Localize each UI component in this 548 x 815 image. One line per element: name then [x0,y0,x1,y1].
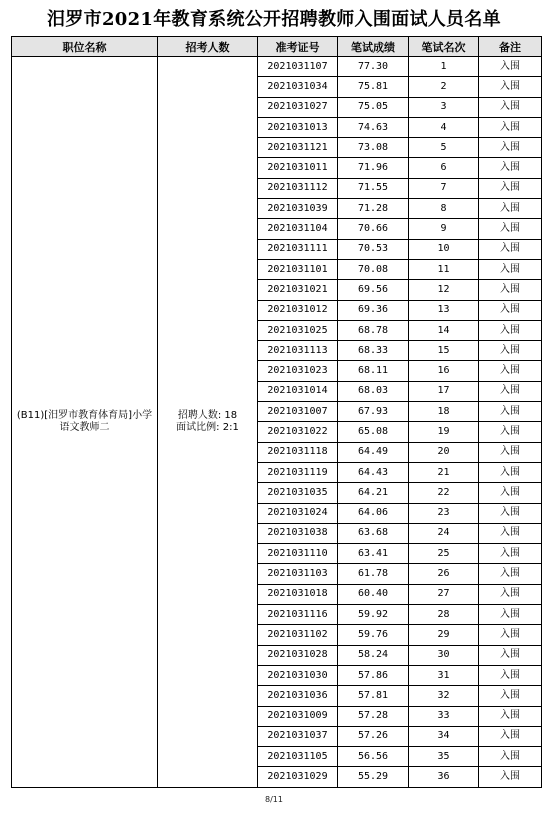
note-cell: 入围 [479,77,542,97]
exam-id-cell: 2021031101 [258,259,338,279]
header-score: 笔试成绩 [338,37,409,57]
score-cell: 67.93 [338,402,409,422]
exam-id-cell: 2021031116 [258,605,338,625]
exam-id-cell: 2021031018 [258,584,338,604]
exam-id-cell: 2021031013 [258,117,338,137]
note-cell: 入围 [479,686,542,706]
note-cell: 入围 [479,422,542,442]
exam-id-cell: 2021031011 [258,158,338,178]
score-cell: 57.81 [338,686,409,706]
note-cell: 入围 [479,483,542,503]
note-cell: 入围 [479,239,542,259]
rank-cell: 7 [409,178,479,198]
quota-cell [158,57,258,788]
rank-cell: 1 [409,57,479,77]
rank-cell: 22 [409,483,479,503]
note-cell: 入围 [479,665,542,685]
score-cell: 57.28 [338,706,409,726]
note-cell: 入围 [479,361,542,381]
score-cell: 68.78 [338,320,409,340]
rank-cell: 20 [409,442,479,462]
exam-id-cell: 2021031012 [258,300,338,320]
score-cell: 57.86 [338,665,409,685]
note-cell: 入围 [479,381,542,401]
note-cell: 入围 [479,178,542,198]
exam-id-cell: 2021031009 [258,706,338,726]
score-cell: 64.06 [338,503,409,523]
note-cell: 入围 [479,605,542,625]
position-name-cell: (B11)[汨罗市教育体育局]小学语文教师二 [12,57,158,788]
rank-cell: 14 [409,320,479,340]
rank-cell: 25 [409,544,479,564]
rank-cell: 18 [409,402,479,422]
rank-cell: 31 [409,665,479,685]
exam-id-cell: 2021031118 [258,442,338,462]
note-cell: 入围 [479,97,542,117]
note-cell: 入围 [479,341,542,361]
header-position: 职位名称 [12,37,158,57]
exam-id-cell: 2021031021 [258,280,338,300]
score-cell: 60.40 [338,584,409,604]
exam-id-cell: 2021031113 [258,341,338,361]
rank-cell: 26 [409,564,479,584]
table-body [12,57,542,788]
rank-cell: 16 [409,361,479,381]
rank-cell: 3 [409,97,479,117]
note-cell: 入围 [479,645,542,665]
rank-cell: 34 [409,726,479,746]
score-cell: 68.11 [338,361,409,381]
note-cell: 入围 [479,462,542,482]
score-cell: 64.21 [338,483,409,503]
exam-id-cell: 2021031023 [258,361,338,381]
exam-id-cell: 2021031102 [258,625,338,645]
rank-cell: 13 [409,300,479,320]
rank-cell: 4 [409,117,479,137]
score-cell: 68.33 [338,341,409,361]
score-cell: 69.36 [338,300,409,320]
exam-id-cell: 2021031105 [258,747,338,767]
exam-id-cell: 2021031024 [258,503,338,523]
header-quota: 招考人数 [158,37,258,57]
rank-cell: 11 [409,259,479,279]
page-title: 汨罗市2021年教育系统公开招聘教师入围面试人员名单 [47,9,501,30]
rank-cell: 27 [409,584,479,604]
exam-id-cell: 2021031028 [258,645,338,665]
exam-id-cell: 2021031014 [258,381,338,401]
note-cell: 入围 [479,199,542,219]
header-note: 备注 [479,37,542,57]
rank-cell: 28 [409,605,479,625]
score-cell: 63.41 [338,544,409,564]
score-cell: 70.53 [338,239,409,259]
note-cell: 入围 [479,523,542,543]
rank-cell: 10 [409,239,479,259]
recruit-count: 招聘人数: 18 [177,409,238,421]
note-cell: 入围 [479,564,542,584]
note-cell: 入围 [479,219,542,239]
exam-id-cell: 2021031119 [258,462,338,482]
note-cell: 入围 [479,280,542,300]
exam-id-cell: 2021031025 [258,320,338,340]
score-cell: 77.30 [338,57,409,77]
rank-cell: 32 [409,686,479,706]
rank-cell: 24 [409,523,479,543]
exam-id-cell: 2021031007 [258,402,338,422]
exam-id-cell: 2021031103 [258,564,338,584]
score-cell: 64.49 [338,442,409,462]
score-cell: 71.28 [338,199,409,219]
score-cell: 73.08 [338,138,409,158]
note-cell: 入围 [479,726,542,746]
note-cell: 入围 [479,320,542,340]
score-cell: 71.96 [338,158,409,178]
exam-id-cell: 2021031037 [258,726,338,746]
score-cell: 57.26 [338,726,409,746]
exam-id-cell: 2021031029 [258,767,338,787]
score-cell: 56.56 [338,747,409,767]
score-cell: 71.55 [338,178,409,198]
exam-id-cell: 2021031110 [258,544,338,564]
note-cell: 入围 [479,138,542,158]
interview-ratio: 面试比例: 2:1 [176,421,239,433]
score-cell: 70.66 [338,219,409,239]
rank-cell: 15 [409,341,479,361]
score-cell: 55.29 [338,767,409,787]
exam-id-cell: 2021031112 [258,178,338,198]
score-cell: 65.08 [338,422,409,442]
rank-cell: 21 [409,462,479,482]
note-cell: 入围 [479,747,542,767]
score-cell: 63.68 [338,523,409,543]
score-cell: 69.56 [338,280,409,300]
table-row [12,57,542,77]
exam-id-cell: 2021031038 [258,523,338,543]
rank-cell: 17 [409,381,479,401]
exam-id-cell: 2021031111 [258,239,338,259]
rank-cell: 23 [409,503,479,523]
exam-id-cell: 2021031121 [258,138,338,158]
note-cell: 入围 [479,503,542,523]
rank-cell: 33 [409,706,479,726]
score-cell: 59.76 [338,625,409,645]
exam-id-cell: 2021031107 [258,57,338,77]
rank-cell: 9 [409,219,479,239]
exam-id-cell: 2021031104 [258,219,338,239]
rank-cell: 12 [409,280,479,300]
note-cell: 入围 [479,442,542,462]
exam-id-cell: 2021031034 [258,77,338,97]
score-cell: 70.08 [338,259,409,279]
exam-id-cell: 2021031030 [258,665,338,685]
candidate-table [11,36,542,788]
note-cell: 入围 [479,158,542,178]
exam-id-cell: 2021031022 [258,422,338,442]
score-cell: 59.92 [338,605,409,625]
score-cell: 68.03 [338,381,409,401]
note-cell: 入围 [479,544,542,564]
note-cell: 入围 [479,625,542,645]
note-cell: 入围 [479,117,542,137]
score-cell: 58.24 [338,645,409,665]
score-cell: 74.63 [338,117,409,137]
rank-cell: 2 [409,77,479,97]
header-rank: 笔试名次 [409,37,479,57]
rank-cell: 36 [409,767,479,787]
rank-cell: 29 [409,625,479,645]
rank-cell: 5 [409,138,479,158]
table-header-row [12,37,542,57]
header-exam-id: 准考证号 [258,37,338,57]
rank-cell: 19 [409,422,479,442]
score-cell: 75.81 [338,77,409,97]
exam-id-cell: 2021031036 [258,686,338,706]
note-cell: 入围 [479,706,542,726]
note-cell: 入围 [479,584,542,604]
rank-cell: 30 [409,645,479,665]
rank-cell: 6 [409,158,479,178]
note-cell: 入围 [479,259,542,279]
note-cell: 入围 [479,767,542,787]
page-number: 8/11 [265,795,283,804]
note-cell: 入围 [479,57,542,77]
exam-id-cell: 2021031035 [258,483,338,503]
exam-id-cell: 2021031039 [258,199,338,219]
rank-cell: 35 [409,747,479,767]
exam-id-cell: 2021031027 [258,97,338,117]
score-cell: 61.78 [338,564,409,584]
score-cell: 64.43 [338,462,409,482]
rank-cell: 8 [409,199,479,219]
note-cell: 入围 [479,402,542,422]
score-cell: 75.05 [338,97,409,117]
note-cell: 入围 [479,300,542,320]
